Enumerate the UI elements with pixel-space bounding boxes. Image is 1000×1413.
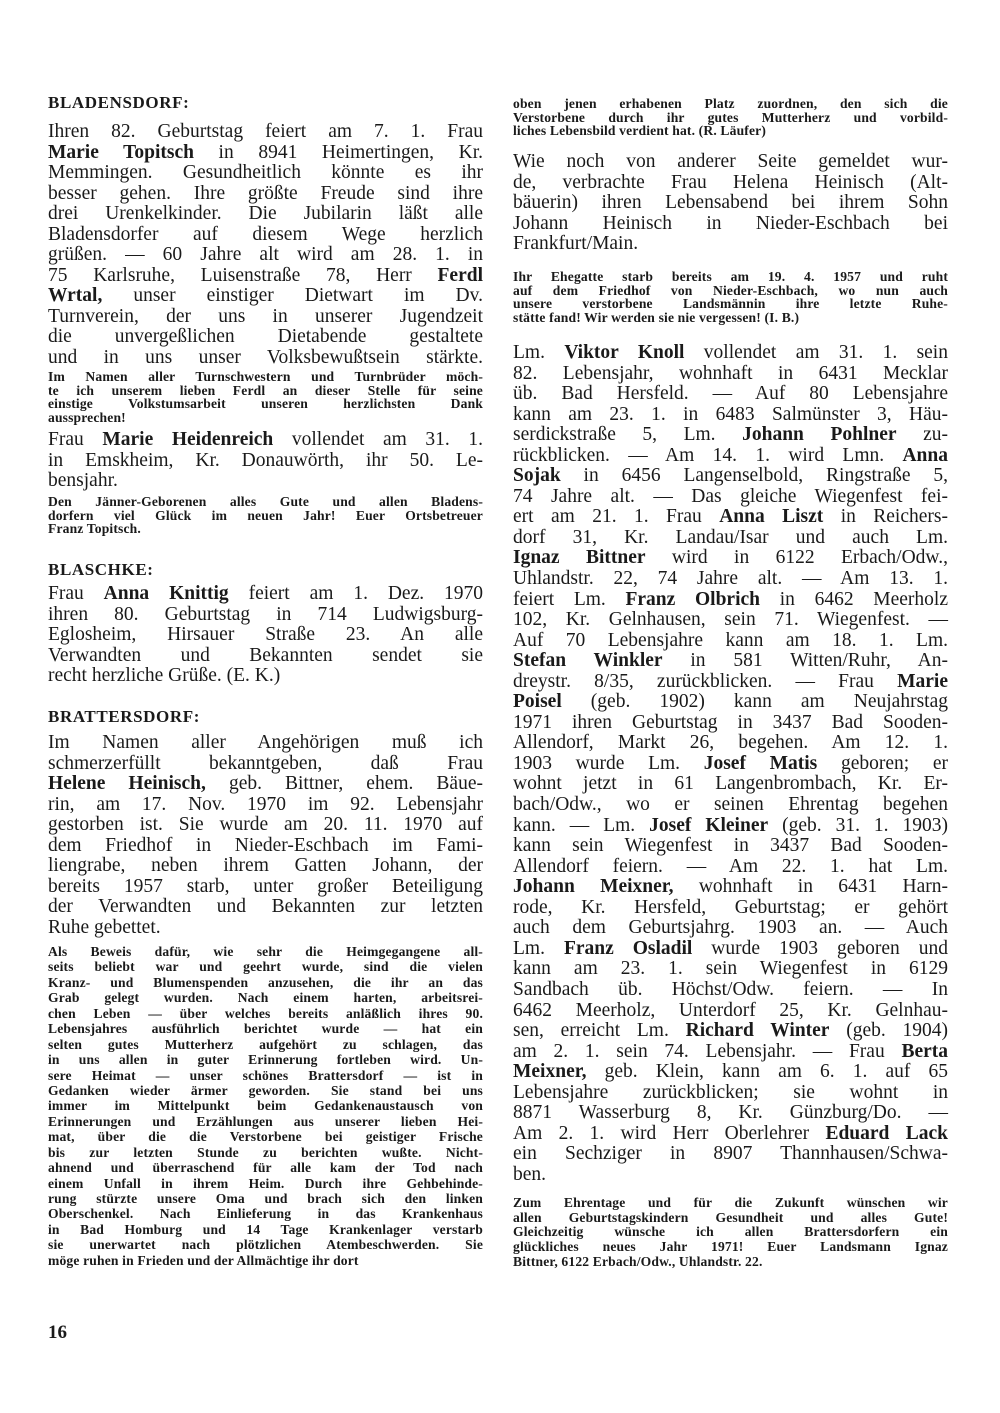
text-line [48, 1206, 483, 1221]
text-run: Kranz- und Blumenspenden anzusehen, die ihr an das [48, 974, 483, 990]
person-name: Marie Heidenreich [102, 429, 274, 450]
text-line [513, 111, 948, 125]
text-line [513, 446, 948, 467]
text-line [48, 184, 483, 205]
text-line [48, 856, 483, 877]
text-run: stätte fand! Wir werden sie nie vergessen! (I. B.) [513, 309, 800, 325]
person-name: Sojak [513, 465, 561, 487]
article-paragraph [48, 584, 483, 687]
text-line [48, 605, 483, 626]
text-line [48, 877, 483, 898]
article-paragraph [48, 430, 483, 492]
text-line [48, 495, 483, 509]
text-run: liengrabe, neben ihrem Gatten Johann, der [48, 855, 483, 877]
text-line [513, 672, 948, 693]
text-line [513, 590, 948, 611]
text-line [513, 754, 948, 775]
text-line [513, 507, 948, 528]
small-print-note [513, 270, 948, 324]
text-line [513, 898, 948, 919]
small-print-note [48, 370, 483, 424]
person-name: Josef Matis [703, 752, 818, 774]
text-line [513, 311, 948, 325]
text-line [513, 733, 948, 754]
text-run: Den Jänner-Geborenen alles Gute und allen Bladens- [48, 494, 483, 509]
small-print-obituary [48, 944, 483, 1268]
person-name: Franz Olbrich [625, 588, 761, 610]
text-line [513, 651, 948, 672]
text-run: unsere verstorbene Landsmännin ihre letzte Ruhe- [513, 296, 948, 311]
text-run: in 6456 Langenselbold, Ringstraße 5, [560, 465, 948, 487]
text-run: bäuerin) ihren Lebensabend bei ihrem Sohn [513, 192, 948, 214]
text-line [513, 173, 948, 194]
text-line [513, 939, 948, 960]
text-run: auch dem Geburtsjahrg. 1903 an. — Auch [513, 917, 948, 939]
text-line [513, 1083, 948, 1104]
text-line [48, 509, 483, 523]
text-run: Uhlandstr. 22, 74 Jahre alt. — Am 13. 1. [513, 568, 948, 590]
text-run: feiert Lm. [513, 588, 626, 610]
text-line [48, 286, 483, 307]
text-line [513, 97, 948, 111]
text-run: zu- [896, 424, 948, 446]
text-run: Allendorf, Markt 26, begehen. Am 12. 1. [513, 732, 948, 754]
text-line [48, 1222, 483, 1237]
text-line [48, 959, 483, 974]
text-run: sen, erreicht Lm. [513, 1020, 686, 1042]
person-name: Viktor Knoll [564, 342, 685, 363]
text-line [513, 1165, 948, 1186]
text-run: liches Lebensbild verdient hat. (R. Läufer) [513, 123, 767, 138]
text-line [513, 1196, 948, 1211]
text-run: schmerzerfüllt bekanntgeben, daß Frau [48, 752, 483, 774]
text-run: Sandbach üb. Höchst/Odw. feiern. — In [513, 978, 948, 1000]
page-number: 16 [48, 1322, 67, 1343]
person-name: Josef Kleiner [649, 814, 769, 836]
text-run: Lm. [513, 937, 564, 959]
text-run: Bladensdorfer auf diesem Wege herzlich [48, 223, 483, 245]
text-line [513, 214, 948, 235]
text-run: geboren; er [817, 752, 948, 774]
text-run: wohnt jetzt in 61 Langenbrombach, Kr. Er- [513, 773, 948, 795]
text-line [48, 990, 483, 1005]
text-run: selten gutes Mutterherz aufgehört zu schlagen, das [48, 1036, 483, 1052]
text-run: Oberschenkel. Nach Einlieferung in das Krankenhaus [48, 1206, 483, 1222]
text-run: 1903 wurde Lm. [513, 752, 704, 774]
text-line [48, 370, 483, 384]
person-name: Wrtal, [48, 285, 103, 307]
text-run: Memmingen. Gesundheitlich könnte es ihr [48, 162, 483, 184]
text-run: (geb. 1904) [829, 1020, 948, 1042]
text-line [48, 1037, 483, 1052]
text-run: (geb. 1902) kann am Neujahrstag [561, 691, 948, 713]
text-line [513, 528, 948, 549]
text-line [48, 1253, 483, 1268]
text-line [513, 1211, 948, 1226]
text-run: serdickstraße 5, Lm. [513, 424, 743, 446]
text-run: Johann Heinisch in Nieder-Eschbach bei [513, 212, 948, 234]
text-run: Lebensjahres ausführlich berichtet wurde — hat ein [48, 1021, 483, 1037]
text-line [513, 774, 948, 795]
text-run: seits beliebt war und geehrt wurde, sind die vielen [48, 959, 483, 975]
text-run: besser gehen. Ihre größte Freude sind ihre [48, 182, 483, 204]
text-line [513, 1021, 948, 1042]
text-run: recht herzliche Grüße. (E. K.) [48, 665, 281, 687]
text-line [48, 975, 483, 990]
text-line [513, 980, 948, 1001]
text-run: am 2. 1. sein 74. Lebensjahr. — Frau [513, 1040, 902, 1062]
text-line [513, 364, 948, 385]
text-run: Eglosheim, Hirsauer Straße 23. An alle [48, 624, 483, 646]
text-line [513, 405, 948, 426]
small-print-greeting [513, 1196, 948, 1269]
text-run: kann am 23. 1. in 6483 Salmünster 3, Häu- [513, 403, 948, 425]
text-run: oben jenen erhabenen Platz zuordnen, den sich die [513, 96, 948, 111]
text-line [48, 1237, 483, 1252]
text-line [513, 297, 948, 311]
text-run: 1971 ihren Geburtstag in 3437 Bad Sooden- [513, 711, 948, 733]
text-run: Frankfurt/Main. [513, 233, 639, 255]
text-line [513, 270, 948, 284]
text-line [48, 1145, 483, 1160]
person-name: Poisel [513, 691, 562, 713]
text-run: Verwandten und Bekannten sendet sie [48, 644, 483, 666]
text-line [513, 425, 948, 446]
text-line [48, 397, 483, 411]
text-run: 6122 Erbach/Odw., Uhlandstr. 22. [557, 1253, 763, 1269]
text-line [48, 754, 483, 775]
text-run: bis zur letzten Stunde zu berichten wußte. Nicht- [48, 1144, 483, 1160]
text-line [513, 857, 948, 878]
text-line [48, 348, 483, 369]
text-run: aussprechen! [48, 409, 126, 425]
text-run: wurde 1903 geboren und [692, 937, 948, 959]
text-line [48, 1129, 483, 1144]
text-run: Verstorbene durch ihr gutes Mutterherz und vorbild- [513, 109, 948, 125]
text-run: ihren 80. Geburtstag in 714 Ludwigsburg- [48, 603, 483, 625]
text-line [513, 1001, 948, 1022]
text-run: Am 2. 1. wird Herr Oberlehrer [513, 1122, 826, 1144]
text-run: Grab gelegt wurden. Nach einem harten, arbeitsrei- [48, 990, 483, 1006]
small-print-note [48, 495, 483, 536]
text-line [48, 897, 483, 918]
text-line [48, 1160, 483, 1175]
text-line [513, 569, 948, 590]
person-name: Richard Winter [685, 1020, 830, 1042]
text-run: dreystr. 8/35, zurückblicken. — Frau [513, 670, 898, 692]
text-run: unser einstiger Dietwart im Dv. [102, 285, 483, 307]
text-run: chen Leben — über welches bereits anläßlich ihres 90. [48, 1005, 483, 1021]
text-line [513, 877, 948, 898]
text-run: bensjahr. [48, 470, 118, 492]
person-name: Anna Knittig [103, 583, 229, 604]
text-run: kann am 23. 1. sein Wiegenfest in 6129 [513, 958, 948, 980]
text-line [48, 584, 483, 605]
text-run: kann. — Lm. [513, 814, 650, 836]
text-line [48, 1052, 483, 1067]
text-line [513, 548, 948, 569]
text-run: der Verwandten und Bekannten zur letzten [48, 896, 483, 918]
text-line [513, 234, 948, 255]
text-run: dorf 31, Kr. Landau/Isar und auch Lm. [513, 526, 948, 548]
text-line [48, 1006, 483, 1021]
text-line [513, 692, 948, 713]
text-run: Gedanken wieder ärmer geworden. Sie stand bei uns [48, 1082, 483, 1098]
text-line [513, 124, 948, 138]
small-print-note [513, 97, 948, 138]
person-name: Helene Heinisch, [48, 773, 206, 795]
text-line [48, 815, 483, 836]
text-line [48, 1191, 483, 1206]
text-line [48, 122, 483, 143]
text-run: Allendorf feiern. — Am 22. 1. hat Lm. [513, 855, 948, 877]
text-run: in Bad Homburg und 14 Tage Krankenlager verstarb [48, 1221, 483, 1237]
text-line [48, 918, 483, 939]
text-line [48, 1021, 483, 1036]
article-paragraph [513, 152, 948, 255]
text-line [48, 384, 483, 398]
text-line [48, 471, 483, 492]
text-run: Erinnerungen und Erzählungen aus unserer lieben Hei- [48, 1113, 483, 1129]
person-name: Meixner, [513, 1061, 587, 1083]
text-run: allen Geburtstagskindern Gesundheit und alles Gute! [513, 1209, 948, 1225]
text-run: Frau [48, 583, 104, 604]
person-name: Ignaz [914, 1239, 948, 1255]
text-line [513, 466, 948, 487]
text-run: (geb. 31. 1. 1903) [768, 814, 948, 836]
text-run: in 8941 Heimertingen, Kr. [193, 141, 483, 163]
text-run: wohnhaft in 6431 Harn- [673, 876, 948, 898]
text-run: Gleichzeitig wünsche ich allen Brattersdorfern ein [513, 1224, 948, 1240]
text-run: bereits 1957 starb, unter großer Beteiligung [48, 875, 483, 897]
text-line [513, 152, 948, 173]
text-run: 6462 Meerholz, Unterdorf 25, Kr. Gelnhau- [513, 999, 948, 1021]
person-name: Franz Osladil [563, 937, 693, 959]
text-run: Turnverein, der uns in unserer Jugendzeit [48, 305, 483, 327]
person-name: Anna Liszt [719, 506, 824, 528]
text-line [48, 245, 483, 266]
text-line [48, 836, 483, 857]
text-run: Frau [48, 429, 103, 450]
person-name: Bittner, [513, 1253, 558, 1269]
text-run: Ruhe gebettet. [48, 916, 161, 938]
text-line [48, 411, 483, 425]
text-line [513, 1124, 948, 1145]
text-line [513, 1062, 948, 1083]
text-line [513, 343, 948, 364]
text-run: üb. Bad Hersfeld. — Auf 80 Lebensjahre [513, 383, 948, 405]
text-line [513, 816, 948, 837]
birthday-announcements [513, 343, 948, 1185]
text-run: mat, über die die Verstorbene bei geistiger Frische [48, 1129, 483, 1145]
text-run: Franz Topitsch. [48, 521, 141, 536]
text-line [48, 204, 483, 225]
person-name: Anna [902, 444, 948, 466]
text-run: möge ruhen in Frieden und der Allmächtige ihr dort [48, 1252, 359, 1268]
text-line [48, 944, 483, 959]
text-run: sere Heimat — unser schönes Brattersdorf — ist in [48, 1067, 483, 1083]
text-line [513, 193, 948, 214]
text-run: Lebensjahre zurückblicken; sie wohnt in [513, 1081, 948, 1103]
article-paragraph [48, 122, 483, 369]
text-run: rückblicken. — Am 14. 1. wird Lmn. [513, 444, 903, 466]
text-line [48, 522, 483, 536]
text-run: 75 Karlsruhe, Luisenstraße 78, Herr [48, 264, 438, 286]
person-name: Berta [901, 1040, 948, 1062]
text-line [513, 1240, 948, 1255]
text-run: feiert am 1. Dez. 1970 [228, 583, 484, 604]
text-run: und in uns unser Volksbewußtsein stärkte. [48, 347, 483, 369]
text-line [513, 631, 948, 652]
text-run: bach/Odw., wo er seinen Ehrentag begehen [513, 794, 948, 816]
text-run: de, verbrachte Frau Helena Heinisch (Alt- [513, 171, 948, 193]
text-line [513, 384, 948, 405]
person-name: Johann Meixner, [513, 876, 674, 898]
text-line [48, 795, 483, 816]
text-run: te ich unserem lieben Ferdl an dieser Stelle für seine [48, 382, 483, 398]
text-run: Im Namen aller Angehörigen muß ich [48, 732, 483, 753]
text-run: einem Unfall in ihrem Heim. Durch ihre Gehbehinde- [48, 1175, 483, 1191]
text-line [513, 836, 948, 857]
text-line [48, 1098, 483, 1113]
article-paragraph [48, 733, 483, 938]
text-run: geb. Bittner, ehem. Bäue- [205, 773, 483, 795]
section-heading-bladensdorf: BLADENSDORF: [48, 93, 190, 112]
text-line [513, 959, 948, 980]
text-run: Auf 70 Lebensjahre kann am 18. 1. Lm. [513, 629, 948, 651]
text-run: auf dem Friedhof von Nieder-Eschbach, wo nun auch [513, 282, 948, 298]
text-run: glückliches neues Jahr 1971! Euer Landsmann [513, 1239, 915, 1255]
text-run: 82. Lebensjahr, wohnhaft in 6431 Mecklar [513, 362, 948, 384]
text-line [513, 918, 948, 939]
text-line [513, 1042, 948, 1063]
text-line [513, 610, 948, 631]
text-run: geb. Klein, kann am 6. 1. auf 65 [586, 1061, 948, 1083]
text-line [48, 225, 483, 246]
text-line [48, 143, 483, 164]
text-run: immer im Mittelpunkt beim Gedankenaustausch von [48, 1098, 483, 1114]
text-run: ert am 21. 1. Frau [513, 506, 720, 528]
text-line [513, 795, 948, 816]
text-run: Ihr Ehegatte starb bereits am 19. 4. 1957 und ruht [513, 269, 948, 284]
text-line [48, 307, 483, 328]
text-line [48, 1176, 483, 1191]
section-heading-brattersdorf: BRATTERSDORF: [48, 707, 201, 726]
text-run: Im Namen aller Turnschwestern und Turnbrüder möch- [48, 369, 483, 384]
text-run: rode, Kr. Hersfeld, Geburtstag; er gehört [513, 896, 948, 918]
text-run: vollendet am 31. 1. [273, 429, 484, 450]
person-name: Eduard Lack [825, 1122, 948, 1144]
text-line [513, 487, 948, 508]
text-run: Als Beweis dafür, wie sehr die Heimgegangene all- [48, 944, 483, 959]
text-run: rung stürzte unsere Oma und brach sich den linken [48, 1191, 483, 1206]
text-line [48, 1114, 483, 1129]
text-run: in uns allen in guter Erinnerung fortleben wird. Un- [48, 1052, 483, 1068]
text-run: gestorben ist. Sie wurde am 20. 11. 1970 auf [48, 814, 483, 836]
text-run: wird in 6122 Erbach/Odw., [645, 547, 949, 569]
text-run: sie unerwartet nach plötzlichen Atembeschwerden. Sie [48, 1237, 483, 1253]
text-line [48, 774, 483, 795]
text-run: Lm. [513, 342, 565, 363]
text-run: ahnend und überraschend für alle kam der Tod nach [48, 1160, 483, 1176]
text-line [48, 1083, 483, 1098]
text-line [48, 625, 483, 646]
text-run: Ihren 82. Geburtstag feiert am 7. 1. Frau [48, 121, 483, 142]
text-run: die unvergeßlichen Dietabende gestaltete [48, 326, 483, 348]
text-run: vollendet am 31. 1. sein [684, 342, 948, 363]
text-line [48, 327, 483, 348]
text-run: Wie noch von anderer Seite gemeldet wur- [513, 151, 948, 172]
text-run: 8871 Wasserburg 8, Kr. Günzburg/Do. — [513, 1102, 948, 1124]
text-run: in 581 Witten/Ruhr, An- [662, 650, 948, 672]
text-line [48, 646, 483, 667]
text-run: dorfern viel Glück im neuen Jahr! Euer Ortsbetreuer [48, 507, 483, 523]
section-heading-blaschke: BLASCHKE: [48, 560, 154, 579]
text-line [48, 733, 483, 754]
person-name: Ignaz Bittner [513, 547, 646, 569]
text-line [48, 1068, 483, 1083]
text-run: rin, am 17. Nov. 1970 im 92. Lebensjahr [48, 793, 483, 815]
text-line [48, 430, 483, 451]
text-run: Zum Ehrentage und für die Zukunft wünschen wir [513, 1195, 948, 1210]
text-run: kann sein Wiegenfest in 3437 Bad Sooden- [513, 835, 948, 857]
text-run: in Reichers- [823, 506, 948, 528]
text-run: 74 Jahre alt. — Das gleiche Wiegenfest fei- [513, 485, 948, 507]
text-line [513, 1144, 948, 1165]
text-run: ben. [513, 1163, 547, 1185]
text-line [48, 451, 483, 472]
person-name: Marie [897, 670, 948, 692]
text-line [48, 666, 483, 687]
person-name: Ferdl [437, 264, 483, 286]
text-line [513, 1225, 948, 1240]
person-name: Johann Pohlner [742, 424, 897, 446]
text-run: in Emskheim, Kr. Donauwörth, ihr 50. Le- [48, 449, 483, 471]
text-run: in 6462 Meerholz [760, 588, 948, 610]
text-line [513, 284, 948, 298]
text-line [513, 1103, 948, 1124]
text-run: drei Urenkelkinder. Die Jubilarin läßt alle [48, 203, 483, 225]
text-line [48, 163, 483, 184]
text-line [48, 266, 483, 287]
text-line [513, 713, 948, 734]
text-run: ein Sechziger in 8907 Thannhausen/Schwa- [513, 1143, 948, 1165]
text-run: grüßen. — 60 Jahre alt wird am 28. 1. in [48, 244, 483, 266]
text-run: einstige Volkstumsarbeit unseren herzlichsten Dank [48, 396, 483, 411]
person-name: Stefan Winkler [513, 650, 663, 672]
person-name: Marie Topitsch [48, 141, 194, 163]
text-run: dem Friedhof in Nieder-Eschbach im Fami- [48, 834, 483, 856]
text-run: 102, Kr. Gelnhausen, sein 71. Wiegenfest. — [513, 609, 948, 631]
text-line [513, 1255, 948, 1270]
